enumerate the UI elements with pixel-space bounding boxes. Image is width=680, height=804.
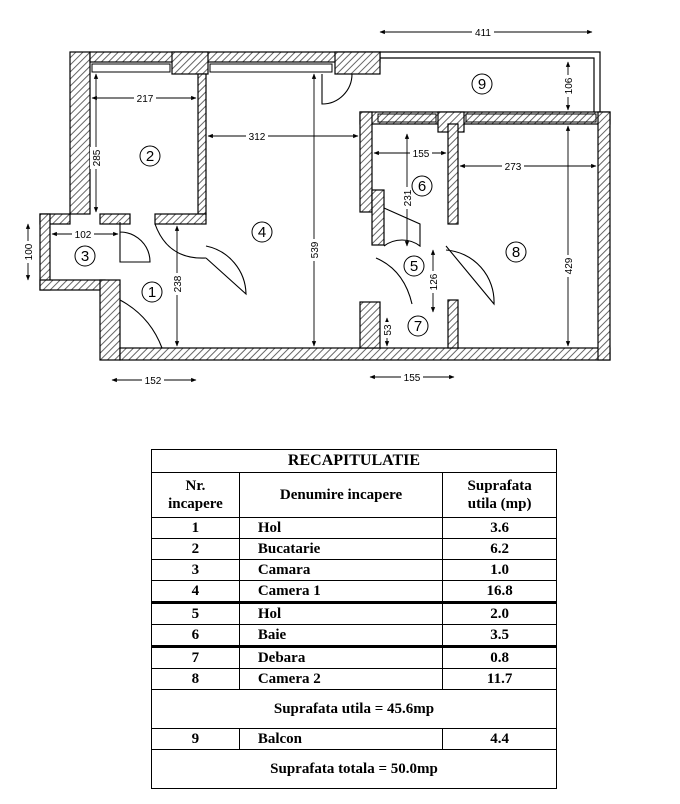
subtotal-row — [152, 690, 557, 729]
table-row: 8 Camera 2 11.7 — [152, 669, 557, 690]
dim-label — [142, 374, 164, 387]
subtotal-text: Suprafata utila = 45.6mp — [152, 690, 557, 729]
svg-text:5: 5 — [409, 258, 419, 275]
svg-text:4: 4 — [257, 224, 267, 241]
svg-text:6: 6 — [417, 178, 427, 195]
svg-text:8: 8 — [511, 244, 521, 261]
svg-text:285: 285 — [92, 149, 103, 167]
total-row — [152, 750, 557, 789]
room-marker-4 — [252, 222, 272, 242]
dim-label — [427, 271, 440, 293]
floor-plan — [0, 0, 680, 400]
table-row: 4 Camera 1 16.8 — [152, 581, 557, 603]
svg-text:152: 152 — [144, 376, 162, 387]
svg-text:3: 3 — [80, 248, 90, 265]
header-name: Denumire incapere — [239, 473, 442, 518]
svg-text:102: 102 — [74, 230, 92, 241]
dim-label — [134, 92, 156, 105]
svg-text:429: 429 — [564, 257, 575, 275]
dim-label — [562, 255, 575, 277]
svg-text:9: 9 — [477, 76, 487, 93]
svg-text:411: 411 — [475, 28, 491, 39]
dim-label — [381, 322, 394, 338]
table-row: 2 Bucatarie 6.2 — [152, 539, 557, 560]
dim-label — [401, 371, 423, 384]
svg-text:106: 106 — [564, 77, 575, 95]
room-marker-5 — [404, 256, 424, 276]
svg-text:539: 539 — [310, 241, 321, 259]
room-marker-3 — [75, 246, 95, 266]
table-row: 3 Camara 1.0 — [152, 560, 557, 581]
dim-label — [308, 239, 321, 261]
room-marker-8 — [506, 242, 526, 262]
svg-text:155: 155 — [403, 373, 421, 384]
table-row: 1 Hol 3.6 — [152, 518, 557, 539]
svg-text:312: 312 — [248, 132, 266, 143]
svg-text:53: 53 — [383, 324, 394, 336]
table-row: 6 Baie 3.5 — [152, 625, 557, 647]
dim-label — [22, 241, 35, 263]
room-marker-6 — [412, 176, 432, 196]
svg-text:217: 217 — [136, 94, 154, 105]
svg-text:100: 100 — [24, 243, 35, 261]
dim-label — [246, 130, 268, 143]
table-header — [152, 473, 557, 518]
svg-text:7: 7 — [413, 318, 423, 335]
balcony-row: 9 Balcon 4.4 — [152, 729, 557, 750]
dim-label — [562, 75, 575, 97]
svg-text:2: 2 — [145, 148, 155, 165]
dim-label — [401, 187, 414, 209]
dim-label — [410, 147, 432, 160]
dim-label — [472, 26, 494, 39]
dim-label — [72, 228, 94, 241]
room-marker-2 — [140, 146, 160, 166]
table-row: 5 Hol 2.0 — [152, 603, 557, 625]
table-title: RECAPITULATIE — [152, 450, 557, 473]
room-marker-7 — [408, 316, 428, 336]
svg-text:155: 155 — [412, 149, 430, 160]
header-nr: Nr. incapere — [152, 473, 240, 518]
svg-text:238: 238 — [173, 275, 184, 293]
total-text: Suprafata totala = 50.0mp — [152, 750, 557, 789]
dim-label — [171, 273, 184, 295]
dim-label — [502, 160, 524, 173]
header-area: Suprafata utila (mp) — [443, 473, 557, 518]
table-row: 7 Debara 0.8 — [152, 647, 557, 669]
room-marker-9 — [472, 74, 492, 94]
svg-text:126: 126 — [429, 273, 440, 291]
svg-text:273: 273 — [504, 162, 522, 173]
svg-text:1: 1 — [147, 284, 157, 301]
summary-table — [151, 449, 557, 789]
room-marker-1 — [142, 282, 162, 302]
svg-text:231: 231 — [403, 189, 414, 207]
dim-label — [90, 147, 103, 169]
